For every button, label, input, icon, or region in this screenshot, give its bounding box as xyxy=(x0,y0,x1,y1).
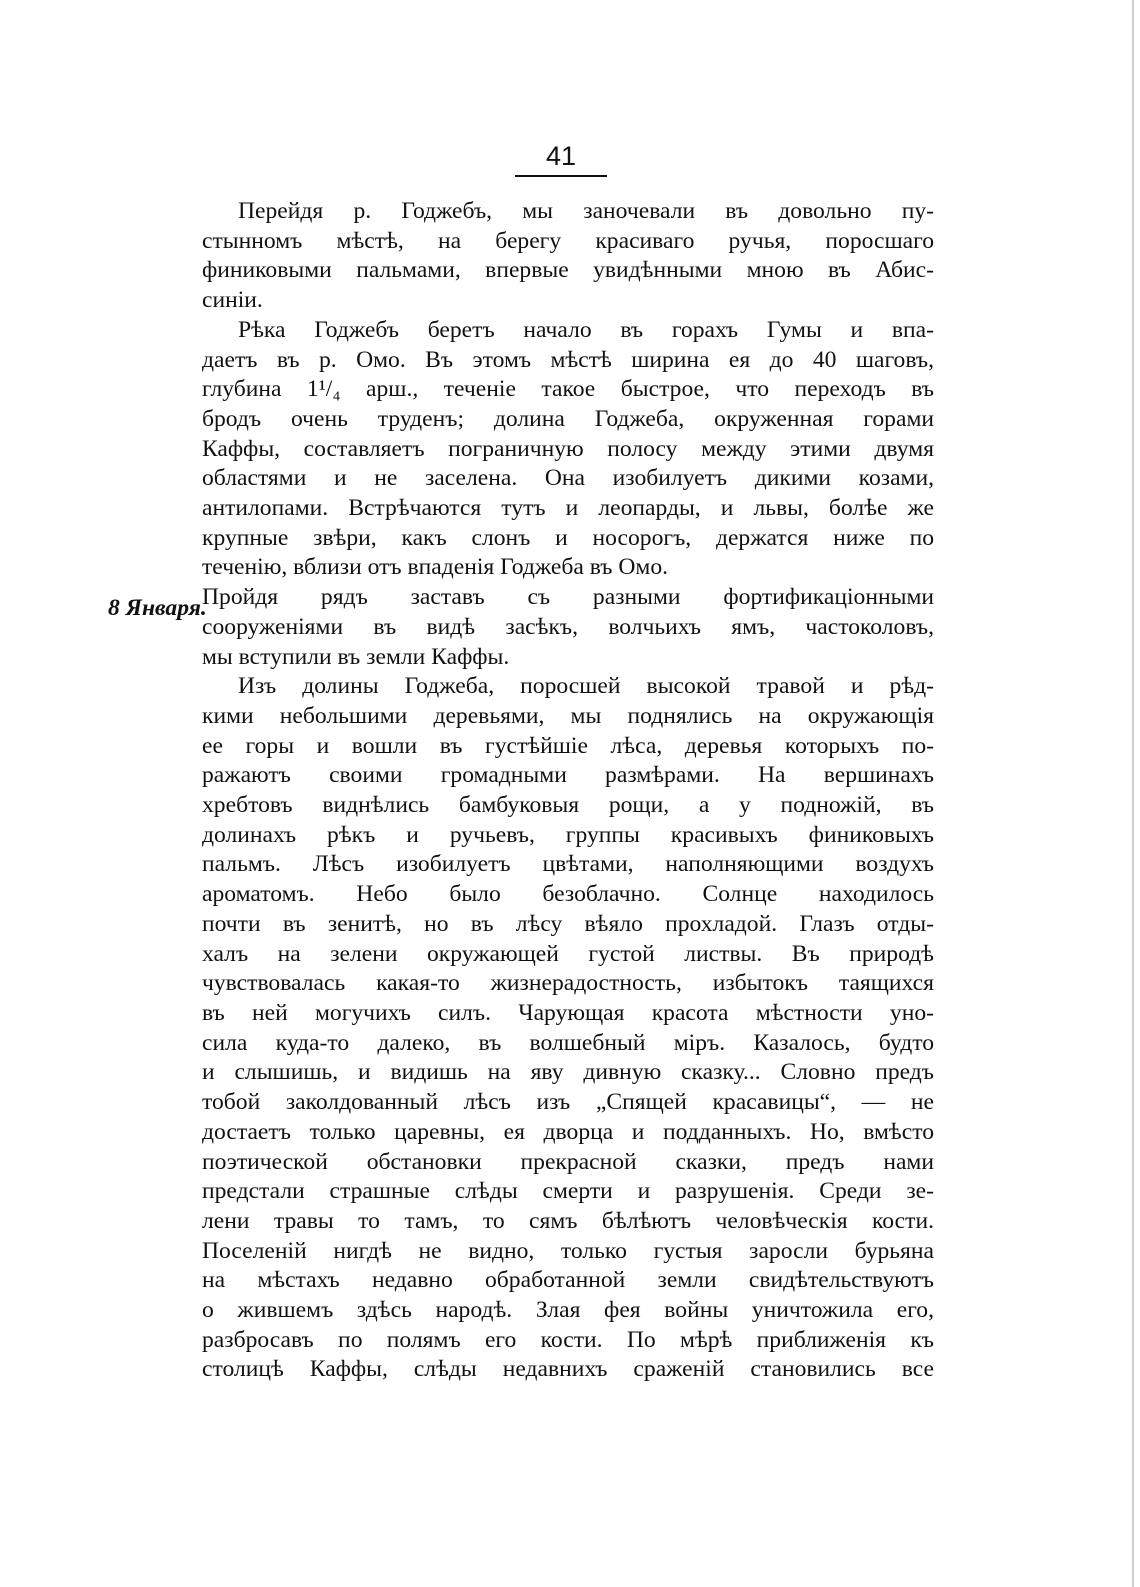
text-line: Каффы, составляетъ пограничную полосу между этими двумя xyxy=(202,435,934,462)
scan-edge xyxy=(1132,0,1134,1587)
text-line: сила куда-то далеко, въ волшебный міръ. Казалось, будто xyxy=(202,1029,934,1056)
text-line: долинахъ рѣкъ и ручьевъ, группы красивыхъ финиковыхъ xyxy=(202,821,934,848)
text-line: предстали страшные слѣды смерти и разрушенія. Среди зе- xyxy=(202,1178,934,1205)
text-line: Поселеній нигдѣ не видно, только густыя заросли бурьяна xyxy=(202,1237,934,1264)
text-line: тобой заколдованный лѣсъ изъ „Спящей красавицы“, — не xyxy=(202,1089,934,1116)
text-line: теченію, вблизи отъ впаденія Годжеба въ Омо. xyxy=(202,554,669,581)
text-line: поэтической обстановки прекрасной сказки, предъ нами xyxy=(202,1148,934,1175)
text-line: Перейдя р. Годжебъ, мы заночевали въ довольно пу- xyxy=(238,198,934,224)
text-line: ее горы и вошли въ густѣйшіе лѣса, деревья которыхъ по- xyxy=(202,732,934,759)
text-line: Рѣка Годжебъ беретъ начало въ горахъ Гумы и впа- xyxy=(238,316,934,343)
page-number: 41 xyxy=(545,141,577,171)
text-line: сооруженіями въ видѣ засѣкъ, волчьихъ ямъ, частоколовъ, xyxy=(202,613,934,640)
text-line: глубина 1¹/₄ арш., теченіе такое быстрое, что переходъ въ xyxy=(202,376,934,403)
text-line: халъ на зелени окружающей густой листвы. Въ природѣ xyxy=(202,940,934,967)
paragraph-january-8 xyxy=(202,583,934,672)
text-line: чувствовалась какая-то жизнерадостность, избытокъ таящихся xyxy=(202,970,934,997)
text-line: синіи. xyxy=(202,287,263,314)
page-number-rule xyxy=(515,175,607,177)
text-line: бродъ очень труденъ; долина Годжеба, окруженная горами xyxy=(202,405,934,432)
text-line: областями и не заселена. Она изобилуетъ дикими козами, xyxy=(202,465,934,492)
text-line: финиковыми пальмами, впервые увидѣнными мною въ Абис- xyxy=(202,257,934,284)
paragraph-crossing xyxy=(202,197,934,316)
text-line: разбросавъ по полямъ его кости. По мѣрѣ приближенія къ xyxy=(202,1326,934,1353)
paragraph-river xyxy=(202,316,934,583)
text-line: даетъ въ р. Омо. Въ этомъ мѣстѣ ширина ея до 40 шаговъ, xyxy=(202,346,934,373)
text-line: столицѣ Каффы, слѣды недавнихъ сраженій становились все xyxy=(202,1356,934,1383)
text-line: лени травы то тамъ, то сямъ бѣлѣютъ человѣческія кости. xyxy=(202,1207,934,1234)
text-line: стынномъ мѣстѣ, на берегу красиваго ручья, поросшаго xyxy=(202,227,934,254)
paragraph-forest xyxy=(202,672,934,1385)
text-line: кими небольшими деревьями, мы поднялись на окружающія xyxy=(202,702,934,729)
page-body xyxy=(202,197,934,1385)
text-line: пальмъ. Лѣсъ изобилуетъ цвѣтами, наполняющими воздухъ xyxy=(202,851,934,878)
text-line: Изъ долины Годжеба, поросшей высокой травой и рѣд- xyxy=(238,673,934,700)
text-line: на мѣстахъ недавно обработанной земли свидѣтельствуютъ xyxy=(202,1267,934,1294)
text-line: хребтовъ виднѣлись бамбуковыя рощи, а у подножій, въ xyxy=(202,792,934,819)
text-line: почти въ зенитѣ, но въ лѣсу вѣяло прохладой. Глазъ отды- xyxy=(202,910,934,937)
text-line: Пройдя рядъ заставъ съ разными фортификаціонными xyxy=(202,584,934,611)
text-line: и слышишь, и видишь на яву дивную сказку... Словно предъ xyxy=(202,1059,934,1086)
margin-date-note: 8 Января. xyxy=(108,595,207,621)
text-line: въ ней могучихъ силъ. Чарующая красота мѣстности уно- xyxy=(202,999,934,1026)
text-line: крупные звѣри, какъ слонъ и носорогъ, держатся ниже по xyxy=(202,524,934,551)
text-line: о жившемъ здѣсь народѣ. Злая фея войны уничтожила его, xyxy=(202,1297,934,1324)
text-line: достаетъ только царевны, ея дворца и подданныхъ. Но, вмѣсто xyxy=(202,1118,934,1145)
text-line: мы вступили въ земли Каффы. xyxy=(202,643,510,670)
text-line: ражаютъ своими громадными размѣрами. На вершинахъ xyxy=(202,762,934,789)
text-line: ароматомъ. Небо было безоблачно. Солнце находилось xyxy=(202,881,934,908)
text-line: антилопами. Встрѣчаются тутъ и леопарды, и львы, болѣе же xyxy=(202,495,934,522)
